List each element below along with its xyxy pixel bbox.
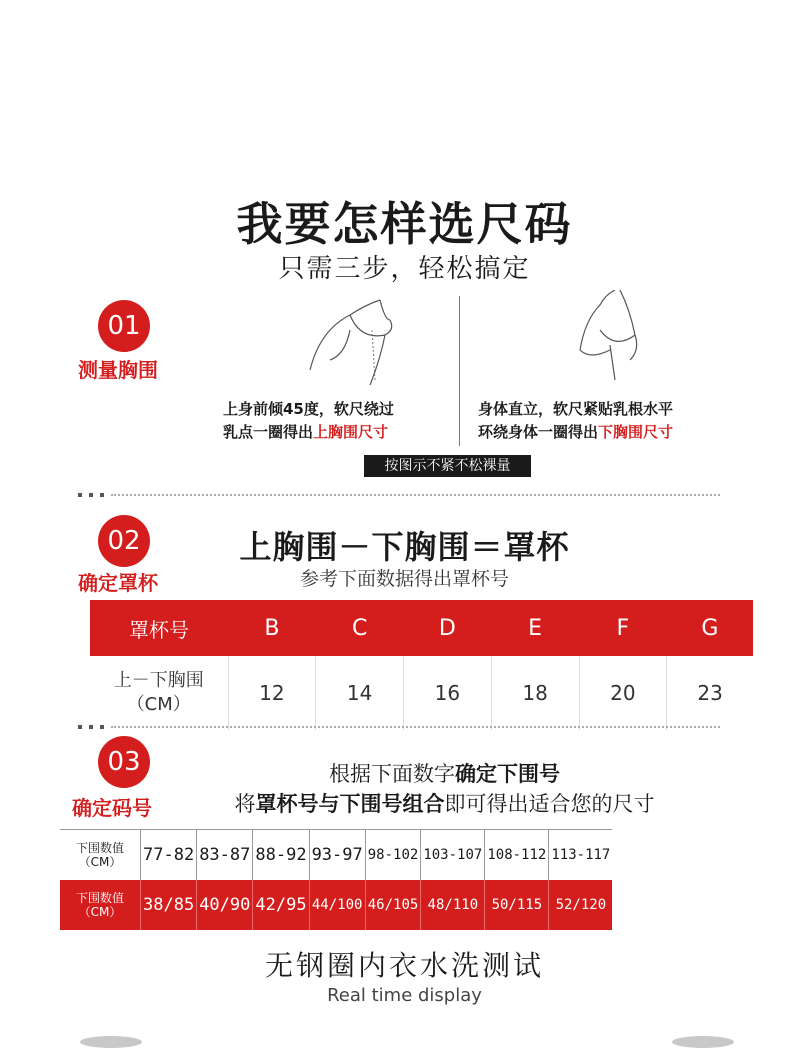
cup-header-cell: E <box>491 600 579 656</box>
cup-header-cell: G <box>667 600 753 656</box>
page-subtitle: 只需三步，轻松搞定 <box>278 254 531 284</box>
step-3-line-2-bold: 罩杯号与下围号组合 <box>255 792 445 816</box>
upper-bust-line-2-text: 乳点一圈得出 <box>223 423 314 441</box>
cup-formula: 上胸围－下胸围＝罩杯 <box>239 528 570 566</box>
size-code-cell: 48/110 <box>421 880 485 930</box>
upper-bust-line-2 <box>223 421 394 444</box>
size-row-2-label-2: （CM） <box>78 905 122 919</box>
under-bust-line-2-text: 环绕身体一圈得出 <box>478 423 599 441</box>
under-bust-line-2 <box>478 421 673 444</box>
section-divider-2 <box>78 725 720 729</box>
underbust-range-cell: 83-87 <box>197 830 253 881</box>
step-3-line-1-text: 根据下面数字 <box>329 762 455 786</box>
measure-note: 按图示不紧不松裸量 <box>364 455 531 477</box>
under-bust-instructions <box>478 398 673 444</box>
step-3-line-2 <box>0 788 809 818</box>
cup-row-label-1: 上－下胸围 <box>113 670 204 691</box>
cup-header-label: 罩杯号 <box>90 600 228 656</box>
size-code-cell: 44/100 <box>309 880 365 930</box>
underbust-range-cell: 113-117 <box>549 830 613 881</box>
cup-table-row <box>90 656 753 730</box>
underbust-range-cell: 93-97 <box>309 830 365 881</box>
size-table-row-underbust <box>60 830 612 881</box>
step-2-badge: 02 <box>98 515 150 567</box>
cup-value-cell: 20 <box>579 656 667 730</box>
step-3-label: 确定码号 <box>72 796 152 820</box>
size-code-cell: 42/95 <box>253 880 309 930</box>
cup-value-cell: 16 <box>404 656 492 730</box>
underbust-range-cell: 108-112 <box>485 830 549 881</box>
step-3-line-2-pre: 将 <box>234 792 256 816</box>
size-row-1-label-1: 下围数值 <box>75 841 124 855</box>
cup-table-header <box>90 600 753 656</box>
upper-bust-instructions <box>223 398 394 444</box>
step-1-divider <box>459 296 460 446</box>
step-3-line-1-bold: 确定下围号 <box>455 762 560 786</box>
step-3-line-2-post: 即可得出适合您的尺寸 <box>444 792 655 816</box>
cup-header-cell: D <box>404 600 492 656</box>
size-code-cell: 38/85 <box>141 880 197 930</box>
cup-header-cell: B <box>228 600 316 656</box>
page-title: 我要怎样选尺码 <box>236 197 573 251</box>
photo-edge-right <box>672 1036 734 1048</box>
underbust-range-cell: 98-102 <box>365 830 421 881</box>
size-row-2-label <box>60 880 141 930</box>
wash-test-heading: 无钢圈内衣水洗测试 <box>264 949 544 982</box>
cup-reference-text: 参考下面数据得出罩杯号 <box>299 568 509 590</box>
size-code-cell: 40/90 <box>197 880 253 930</box>
under-bust-line-1: 身体直立，软尺紧贴乳根水平 <box>478 400 674 418</box>
cup-table <box>90 600 753 730</box>
step-1-label: 测量胸围 <box>78 358 158 382</box>
under-bust-highlight: 下胸围尺寸 <box>598 423 674 441</box>
size-table-row-size <box>60 880 612 930</box>
size-row-1-label-2: （CM） <box>78 855 122 869</box>
size-code-cell: 50/115 <box>485 880 549 930</box>
upper-bust-line-1: 上身前倾45度，软尺绕过 <box>223 400 394 418</box>
cup-value-cell: 18 <box>491 656 579 730</box>
size-code-cell: 46/105 <box>365 880 421 930</box>
cup-value-cell: 14 <box>316 656 404 730</box>
underbust-range-cell: 77-82 <box>141 830 197 881</box>
cup-row-label <box>90 656 228 730</box>
photo-edge-left <box>80 1036 142 1048</box>
step-3-badge: 03 <box>98 736 150 788</box>
measure-under-bust-illustration <box>560 290 680 390</box>
realtime-caption: Real time display <box>327 985 482 1006</box>
cup-value-cell: 12 <box>228 656 316 730</box>
underbust-range-cell: 88-92 <box>253 830 309 881</box>
underbust-range-cell: 103-107 <box>421 830 485 881</box>
size-row-2-label-1: 下围数值 <box>75 891 124 905</box>
cup-value-cell: 23 <box>697 681 723 705</box>
size-table <box>60 829 612 930</box>
step-1-badge: 01 <box>98 300 150 352</box>
size-row-1-label <box>60 830 141 881</box>
cup-header-cell: F <box>579 600 667 656</box>
size-code-cell: 52/120 <box>549 880 613 930</box>
upper-bust-highlight: 上胸围尺寸 <box>313 423 389 441</box>
cup-row-label-2: （CM） <box>126 694 191 715</box>
step-2-label: 确定罩杯 <box>78 571 158 595</box>
cup-header-cell: C <box>316 600 404 656</box>
step-3-line-1 <box>0 758 809 788</box>
measure-upper-bust-illustration <box>290 290 440 390</box>
section-divider-1 <box>78 493 720 497</box>
